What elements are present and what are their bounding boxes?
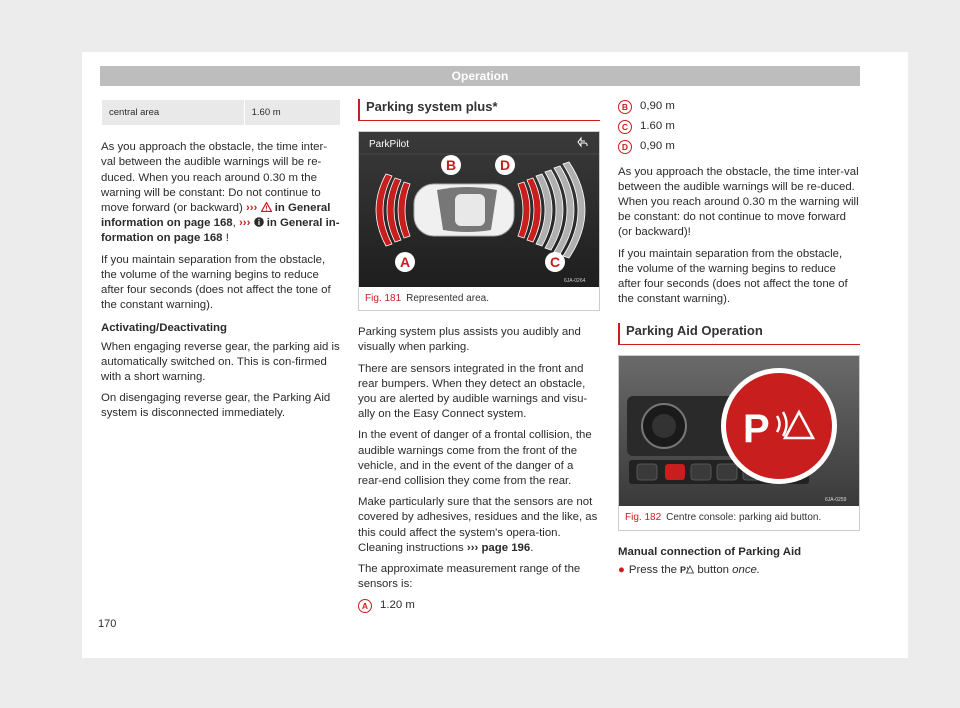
table-row [102,100,341,126]
ref-link[interactable]: in General information on page 168 [101,202,331,230]
paragraph: As you approach the obstacle, the time inter-val between the audible warnings will be re-duced. When you reach around 0.30 m the warning will be constant: Do not continue to move forward (or backward) ››› in General information on page 168, ››› in General in-formation on page 168 ! [101,141,340,245]
paragraph: When engaging reverse gear, the parking aid is automatically switched on. This is con-firmed with a short warning. [101,340,340,384]
range-item-b [618,99,860,114]
header-bar: Operation [100,66,860,86]
emphasis-text: once. [732,563,761,576]
warning-icon [261,202,272,212]
paragraph: There are sensors integrated in the front and rear bumpers. When they detect an obstacle, you are alerted by audible warnings and visu-ally on the Easy Connect system. [358,362,588,421]
table-cell-value: 1.60 m [244,100,340,126]
column-2 [358,99,600,619]
range-table [101,99,341,126]
figure-number: Fig. 182 [625,512,662,524]
text: ! [222,232,229,245]
paragraph: On disengaging reverse gear, the Parking Aid system is disconnected immediately. [101,392,331,420]
range-value: 1.20 m [380,599,415,612]
subheading: Activating/Deactivating [101,322,227,335]
column-3 [618,99,860,584]
paragraph: If you maintain separation from the obstacle, the volume of the warning begins to reduce after four seconds (does not affect the tone of the constant warning). [101,253,331,312]
figure-caption [619,506,859,529]
parking-aid-button [665,464,685,480]
paragraph: In the event of danger of a frontal collision, the audible warnings come from the front of the vehicle, and in the event of the danger of a rear-end collision they come from the rear. [358,429,592,488]
letter-badge: D [618,140,632,154]
range-value: 0,90 m [640,140,675,153]
figure-181 [358,131,600,311]
bullet-icon: ● [618,563,625,576]
svg-text:P: P [743,407,770,452]
column-1 [101,99,341,428]
paragraph: The approximate measurement range of the sensors is: [358,563,581,591]
range-item-d [618,139,860,154]
console-illustration [619,356,859,506]
range-value: 1.60 m [640,120,675,133]
figure-number: Fig. 181 [365,293,402,304]
page-number: 170 [98,618,117,630]
parkpilot-illustration [359,132,599,287]
letter-badge: A [358,599,372,613]
text: button [694,563,733,576]
caption-text: Represented area. [406,293,489,304]
label-b: B [446,157,457,173]
range-item-a [358,598,600,613]
letter-badge: B [618,100,632,114]
caption-text: Centre console: parking aid button. [666,512,822,524]
range-item-c [618,119,860,134]
paragraph [358,495,600,556]
subheading: Manual connection of Parking Aid [618,545,802,558]
text: Make particularly sure that the sensors are not covered by adhesives, residues and the like, as this could affect the system's opera-tion. Cleaning instructions [358,496,598,554]
figure-caption [359,287,599,310]
ref-link[interactable]: in General in-formation on page 168 [101,217,340,245]
label-c: C [550,254,561,270]
info-icon [254,217,264,227]
parking-aid-icon [680,565,694,574]
image-code: 6JA-0264 [564,278,586,284]
section-title: Parking system plus* [358,99,600,121]
range-value: 0,90 m [640,100,675,112]
ref-arrow[interactable]: ››› [245,202,258,215]
section-title: Parking Aid Operation [618,323,860,345]
label-a: A [400,254,411,270]
figure-182 [618,355,860,530]
text: As you approach the obstacle, the time inter-val between the audible warnings will be re-duced. When you reach around 0.30 m the warning will be constant: Do not continue to move forward (or backward) [101,141,328,215]
paragraph: As you approach the obstacle, the time inter-val between the audible warnings will be re-duced. When you reach around 0.30 m the warning will be constant: do not continue to move forward (or backward)! [618,165,859,239]
svg-text:P: P [680,564,687,574]
paragraph: Parking system plus assists you audibly and visually when parking. [358,326,581,354]
label-d: D [500,157,511,173]
screen-title: ParkPilot [369,139,410,150]
paragraph: If you maintain separation from the obstacle, the volume of the warning begins to reduce after four seconds (does not affect the tone of the constant warning). [618,247,848,306]
ref-arrow[interactable]: ››› [239,217,251,230]
bullet-item [618,563,860,578]
letter-badge: C [618,120,632,134]
centre-console-image [619,356,859,506]
text: . [530,541,534,554]
image-code: 6JA-0259 [825,497,847,504]
parkpilot-screen-image [359,132,599,287]
page-ref-link[interactable]: ››› page 196 [466,541,531,554]
text: Press the [628,563,681,576]
table-cell-label: central area [102,100,245,126]
